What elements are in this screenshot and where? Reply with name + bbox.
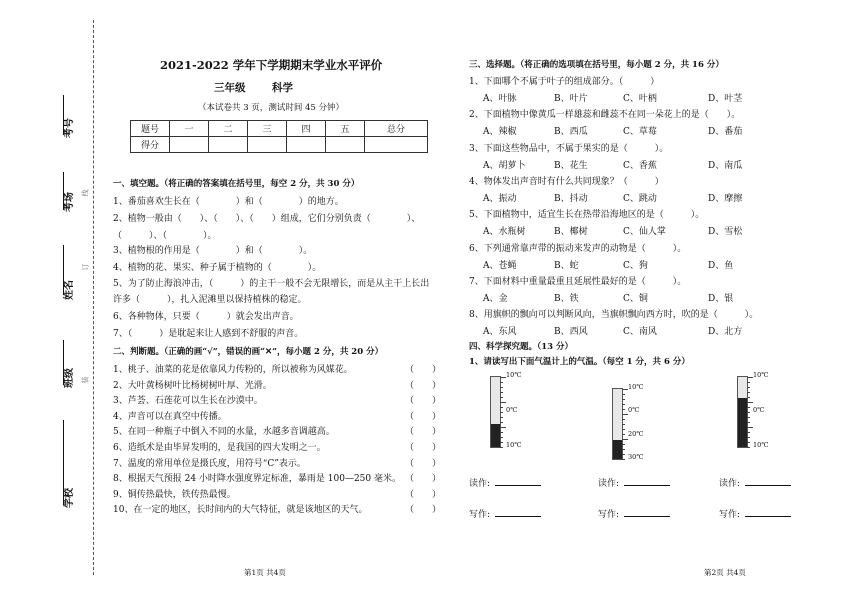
tick-mark [622, 439, 628, 440]
choice-option[interactable]: A、辣椒 [483, 127, 517, 138]
tick-mark [747, 397, 750, 398]
seal-char-line: 线 [81, 189, 90, 197]
tick-mark [500, 447, 503, 448]
choice-option[interactable]: D、番茄 [708, 127, 743, 138]
score-cell: 总分 [365, 121, 428, 137]
field-name-label: 姓名 [64, 280, 75, 300]
choice-option[interactable]: D、北方 [708, 327, 743, 338]
tick-mark [747, 442, 750, 443]
tick-mark [500, 427, 506, 428]
answer-paren[interactable]: （ ） [405, 427, 442, 438]
thermometer-liquid [738, 398, 747, 447]
fill-blank-line: 3、植物根的作用是（ ）和（ ）。 [113, 246, 313, 256]
thermometer-scale-label: 10℃ [753, 441, 769, 449]
thermometer-scale-label: 20℃ [628, 429, 644, 438]
field-name-blank[interactable] [63, 245, 64, 295]
read-answer-blank[interactable] [624, 475, 670, 486]
tick-mark [622, 394, 625, 395]
thermometer-scale-label: 0℃ [506, 406, 518, 414]
thermometer-scale-label: 0℃ [628, 406, 640, 415]
judgement-item: 8、根据天气预报 24 小时降水强度界定标准，暴雨是 100—250 毫米。 [113, 474, 401, 485]
tick-mark [622, 449, 625, 450]
tick-mark [500, 422, 503, 423]
choice-option[interactable]: D、银 [708, 293, 734, 304]
exam-title: 2021-2022 学年下学期期末学业水平评价 [160, 58, 383, 72]
read-label: 读作: [598, 479, 620, 489]
subject-label: 科学 [272, 82, 293, 94]
tick-mark [622, 459, 625, 460]
answer-paren[interactable]: （ ） [405, 380, 442, 391]
read-label: 读作: [469, 479, 491, 489]
score-input[interactable] [326, 137, 365, 153]
choice-question: 5、下面植物中，适宜生长在热带沿海地区的是（ ）。 [469, 210, 705, 221]
thermometer-liquid [613, 440, 622, 459]
choice-option[interactable]: A、胡萝卜 [483, 160, 526, 171]
fill-blank-line: 4、植物的花、果实、种子属于植物的（ ）。 [113, 263, 322, 273]
thermometer-scale-label: 0℃ [753, 406, 765, 414]
choice-question: 8、用旗帜的飘向可以判断风向，当旗帜飘向西方时，吹的是（ ）。 [469, 310, 759, 321]
section4-subheading: 1、请读写出下面气温计上的气温。（每空 1 分，共 6 分） [469, 357, 690, 367]
choice-option[interactable]: B、西瓜 [554, 127, 588, 138]
tick-mark [747, 432, 750, 433]
tick-mark [500, 387, 503, 388]
fill-blank-line: 6、各种物体，只要（ ）就会发出声音。 [113, 312, 299, 322]
thermometer [490, 376, 501, 448]
fill-blank-line: 许多（ ），扎入泥滩里以保持植株的稳定。 [113, 295, 307, 305]
read-label: 读作: [719, 479, 741, 489]
tick-mark [500, 407, 503, 408]
choice-option[interactable]: B、蛇 [554, 260, 579, 271]
answer-paren[interactable]: （ ） [405, 443, 442, 453]
judgement-item: 7、温度的常用单位是摄氏度，用符号“C”表示。 [113, 458, 306, 469]
read-answer-blank[interactable] [495, 475, 541, 486]
choice-option[interactable]: D、南瓜 [708, 160, 743, 171]
choice-option[interactable]: C、狗 [623, 260, 648, 271]
tick-mark [747, 382, 750, 383]
answer-paren[interactable]: （ ） [405, 365, 442, 375]
choice-option[interactable]: C、香蕉 [623, 160, 657, 171]
answer-paren[interactable]: （ ） [405, 411, 442, 422]
seal-char-bind: 订 [81, 263, 90, 271]
judgement-item: 6、造纸术是由毕昇发明的，是我国的四大发明之一。 [113, 443, 326, 453]
tick-mark [747, 402, 753, 403]
thermometer-liquid [491, 424, 500, 447]
answer-paren[interactable]: （ ） [405, 505, 442, 516]
page-number-1: 第1页 共4页 [244, 568, 286, 577]
choice-option[interactable]: C、跳动 [623, 193, 657, 204]
judgement-item: 4、声音可以在真空中传播。 [113, 411, 227, 422]
tick-mark [622, 409, 625, 410]
write-label: 写作: [469, 510, 491, 520]
score-input[interactable] [287, 137, 326, 153]
judgement-item: 10、在一定的地区，长时间内的大气特征，就是该地区的天气。 [113, 505, 368, 516]
choice-option[interactable]: D、鱼 [708, 260, 734, 271]
tick-mark [500, 402, 506, 403]
choice-option[interactable]: B、椰树 [554, 227, 588, 238]
choice-option[interactable]: A、东风 [483, 327, 517, 338]
tick-mark [622, 404, 625, 405]
score-cell: 一 [170, 121, 209, 137]
judgement-item: 3、芦荟、石莲花可以生长在沙漠中。 [113, 396, 263, 407]
score-table-score-row [131, 137, 428, 153]
grade-label: 三年级 [214, 82, 246, 94]
thermometer-scale-label: 10℃ [506, 441, 522, 449]
score-input[interactable] [209, 137, 248, 153]
tick-mark [622, 454, 625, 455]
fill-blank-line: 7、（ ）是耽起来让人感到不舒服的声音。 [113, 329, 304, 339]
choice-option[interactable]: B、叶片 [554, 94, 588, 104]
field-room-blank[interactable] [63, 172, 64, 210]
choice-question: 1、下面哪个不属于叶子的组成部分。（ ） [469, 77, 660, 87]
answer-paren[interactable]: （ ） [405, 489, 442, 500]
section2-heading: 二、判断题。（正确的画“√”，错误的画“✕”，每小题 2 分，共 20 分） [113, 347, 384, 357]
tick-mark [622, 424, 625, 425]
choice-option[interactable]: B、西风 [554, 327, 588, 338]
choice-option[interactable]: A、振动 [483, 193, 517, 204]
exam-note: （本试卷共 3 页，测试时间 45 分钟） [198, 103, 345, 113]
section1-heading: 一、填空题。（将正确的答案填在括号里，每空 2 分，共 30 分） [113, 179, 360, 189]
thermometer-scale-label: 10℃ [506, 371, 522, 379]
binding-line [93, 20, 94, 575]
choice-option[interactable]: A、苍蝇 [483, 260, 517, 271]
tick-mark [747, 427, 753, 428]
tick-mark [622, 434, 625, 435]
judgement-item: 9、铜传热最快，铁传热最慢。 [113, 489, 236, 500]
choice-question: 3、下面这些物品中，不属于果实的是（ ）。 [469, 143, 669, 154]
write-answer-blank[interactable] [495, 506, 541, 517]
score-table-header-row [131, 121, 428, 137]
judgement-item: 2、大叶黄杨树叶比杨树树叶厚、光滑。 [113, 380, 272, 391]
score-input[interactable] [170, 137, 209, 153]
score-input[interactable] [365, 137, 428, 153]
tick-mark [500, 397, 503, 398]
thermometer [612, 388, 623, 460]
read-answer-blank[interactable] [745, 475, 791, 486]
choice-option[interactable]: C、仙人掌 [623, 227, 666, 238]
choice-option[interactable]: C、南风 [623, 327, 657, 338]
fill-blank-line: 2、植物一般由（ ）、（ ）、（ ）组成，它们分别负责（ ）、 [113, 214, 421, 224]
choice-option[interactable]: D、摩擦 [708, 193, 743, 204]
choice-question: 7、下面材料中重量最重且延展性最好的是（ ）。 [469, 276, 687, 287]
tick-mark [747, 407, 750, 408]
field-school-blank[interactable] [63, 420, 64, 505]
thermometer [737, 376, 748, 448]
score-cell: 题号 [131, 121, 170, 137]
choice-option[interactable]: A、金 [483, 293, 508, 304]
score-input[interactable] [248, 137, 287, 153]
choice-question: 4、物体发出声音时有什么共同现象？（ ） [469, 176, 664, 187]
tick-mark [622, 419, 625, 420]
choice-option[interactable]: B、抖动 [554, 193, 588, 204]
tick-mark [622, 444, 625, 445]
answer-paren[interactable]: （ ） [405, 458, 442, 469]
write-answer-blank[interactable] [624, 506, 670, 517]
choice-option[interactable]: C、叶柄 [623, 94, 657, 104]
choice-option[interactable]: A、水瓶树 [483, 227, 526, 238]
thermometer-scale-label: 10℃ [753, 371, 769, 379]
tick-mark [747, 447, 750, 448]
choice-option[interactable]: C、草莓 [623, 127, 657, 138]
tick-mark [500, 382, 503, 383]
tick-mark [500, 417, 503, 418]
write-label: 写作: [719, 510, 741, 520]
tick-mark [622, 399, 625, 400]
fill-blank-line: 5、为了防止海浪冲击，（ ）的主干一般不会无限增长，而是从主干上长出 [113, 279, 430, 289]
tick-mark [500, 432, 503, 433]
choice-option[interactable]: C、铜 [623, 293, 648, 304]
thermometer-scale-label: 10℃ [628, 383, 644, 391]
score-cell: 三 [248, 121, 287, 137]
choice-question: 2、下面植物中像黄瓜一样雄蕊和雌蕊不在同一朵花上的是（ ）。 [469, 110, 741, 121]
judgement-item: 1、桃子、油菜的花是依靠风力传粉的，所以被称为风媒花。 [113, 365, 353, 375]
section4-heading: 四、科学探究题。（13 分） [469, 342, 574, 352]
thermometer-scale-label: 30℃ [628, 453, 644, 461]
page-number-2: 第2页 共4页 [704, 568, 746, 577]
fill-blank-line: 1、番茄喜欢生长在（ ）和（ ）的地方。 [113, 197, 344, 207]
tick-mark [747, 387, 750, 388]
field-room-label: 考场 [64, 192, 75, 212]
tick-mark [747, 392, 750, 393]
answer-paren[interactable]: （ ） [405, 474, 442, 485]
tick-mark [747, 422, 750, 423]
section3-heading: 三、选择题。（将正确的选项填在括号里，每小题 2 分，共 16 分） [469, 60, 724, 70]
tick-mark [500, 437, 503, 438]
score-cell: 五 [326, 121, 365, 137]
tick-mark [747, 437, 750, 438]
answer-paren[interactable]: （ ） [405, 396, 442, 407]
choice-option[interactable]: D、雪松 [708, 227, 743, 238]
field-class-blank[interactable] [63, 340, 64, 385]
tick-mark [747, 417, 750, 418]
tick-mark [500, 392, 503, 393]
choice-option[interactable]: A、叶脉 [483, 94, 517, 104]
field-class-label: 班级 [64, 368, 75, 388]
tick-mark [500, 442, 503, 443]
tick-mark [622, 429, 625, 430]
field-number-blank[interactable] [63, 95, 64, 135]
choice-option[interactable]: B、铁 [554, 293, 579, 304]
score-cell: 得分 [131, 137, 170, 153]
score-table [130, 120, 428, 153]
field-number-label: 考号 [64, 118, 75, 138]
fill-blank-line: （ ）、（ ）。 [113, 231, 217, 241]
score-cell: 四 [287, 121, 326, 137]
tick-mark [500, 412, 503, 413]
choice-question: 6、下列通常靠声带的振动来发声的动物是（ ）。 [469, 243, 687, 254]
choice-option[interactable]: B、花生 [554, 160, 588, 171]
tick-mark [747, 412, 750, 413]
seal-char-pack: 装 [81, 376, 90, 384]
score-cell: 二 [209, 121, 248, 137]
write-answer-blank[interactable] [745, 506, 791, 517]
choice-option[interactable]: D、叶茎 [708, 94, 743, 104]
write-label: 写作: [598, 510, 620, 520]
judgement-item: 5、在同一种瓶子中倒入不同的水量，水越多音调越高。 [113, 427, 335, 438]
field-school-label: 学校 [64, 488, 75, 508]
